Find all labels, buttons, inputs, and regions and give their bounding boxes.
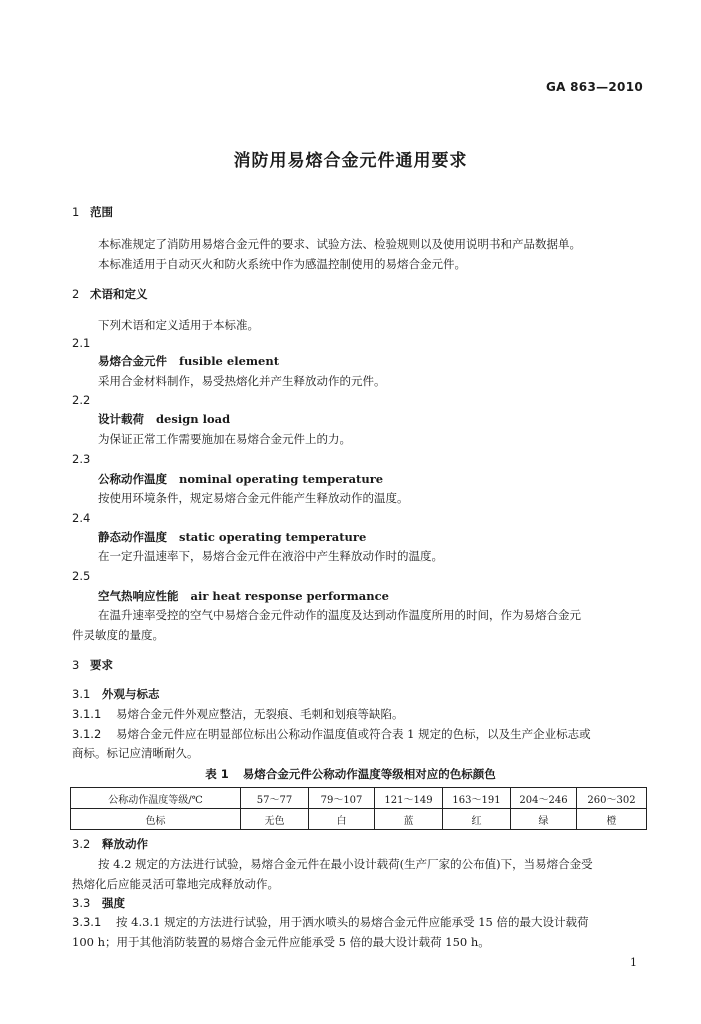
table-header-temperature-grade: 公称动作温度等级/℃ <box>71 788 241 809</box>
table-row-color <box>71 809 647 830</box>
section-3-2-heading: 释放动作 <box>102 837 148 851</box>
term-2-5-definition-line-1: 在温升速率受控的空气中易熔合金元件动作的温度及达到动作温度所用的时间，作为易熔合金元 <box>98 608 581 622</box>
section-3-1-number: 3.1 <box>72 687 91 701</box>
table-1-caption-number: 表 1 <box>205 767 229 781</box>
table-cell-temp: 260～302 <box>577 788 647 809</box>
section-1-paragraph-2: 本标准适用于自动灭火和防火系统中作为感温控制使用的易熔合金元件。 <box>98 257 466 271</box>
section-1-number: 1 <box>72 205 80 219</box>
section-3-1-heading: 外观与标志 <box>102 687 160 701</box>
term-2-3-number: 2.3 <box>72 452 91 466</box>
term-2-1-definition: 采用合金材料制作，易受热熔化并产生释放动作的元件。 <box>98 374 386 388</box>
term-2-4-title <box>98 529 366 545</box>
table-cell-color: 蓝 <box>375 809 443 830</box>
term-2-3-chinese: 公称动作温度 <box>98 472 167 486</box>
table-row-temperature <box>71 788 647 809</box>
section-3-number: 3 <box>72 658 80 672</box>
term-2-2-number: 2.2 <box>72 393 91 407</box>
table-cell-color: 无色 <box>241 809 309 830</box>
term-2-4-definition: 在一定升温速率下，易熔合金元件在液浴中产生释放动作时的温度。 <box>98 549 443 563</box>
term-2-2-english: design load <box>156 412 231 426</box>
table-cell-color: 红 <box>443 809 511 830</box>
table-cell-color: 白 <box>309 809 375 830</box>
term-2-1-chinese: 易熔合金元件 <box>98 354 167 368</box>
section-2-heading: 术语和定义 <box>90 287 148 301</box>
section-3-3-number: 3.3 <box>72 896 91 910</box>
table-cell-color: 绿 <box>511 809 577 830</box>
table-cell-temp: 163～191 <box>443 788 511 809</box>
term-2-5-number: 2.5 <box>72 569 91 583</box>
standard-code: GA 863—2010 <box>545 80 643 94</box>
term-2-3-title <box>98 471 383 487</box>
table-header-color-code: 色标 <box>71 809 241 830</box>
table-cell-temp: 79～107 <box>309 788 375 809</box>
term-2-3-english: nominal operating temperature <box>179 472 384 486</box>
clause-3-1-2-text-line-2: 商标。标记应清晰耐久。 <box>72 746 199 760</box>
section-1-paragraph-1: 本标准规定了消防用易熔合金元件的要求、试验方法、检验规则以及使用说明书和产品数据单。 <box>98 237 581 251</box>
section-3-heading: 要求 <box>90 658 113 672</box>
section-3-3-heading: 强度 <box>102 896 125 910</box>
clause-3-1-2-number: 3.1.2 <box>72 727 102 741</box>
table-cell-color: 橙 <box>577 809 647 830</box>
term-2-4-english: static operating temperature <box>179 530 367 544</box>
term-2-2-chinese: 设计载荷 <box>98 412 144 426</box>
table-1-caption <box>0 766 701 782</box>
term-2-5-chinese: 空气热响应性能 <box>98 589 179 603</box>
table-cell-temp: 57～77 <box>241 788 309 809</box>
clause-3-3-1-text-line-2: 100 h；用于其他消防装置的易熔合金元件应能承受 5 倍的最大设计载荷 150 h。 <box>72 935 490 949</box>
section-3-2-number: 3.2 <box>72 837 91 851</box>
table-cell-temp: 204～246 <box>511 788 577 809</box>
section-3-2-paragraph-line-2: 热熔化后应能灵活可靠地完成释放动作。 <box>72 877 279 891</box>
term-2-2-definition: 为保证正常工作需要施加在易熔合金元件上的力。 <box>98 432 351 446</box>
clause-3-1-1-number: 3.1.1 <box>72 707 102 721</box>
term-2-1-title <box>98 353 279 369</box>
section-2-number: 2 <box>72 287 80 301</box>
color-code-table <box>70 787 647 830</box>
term-2-4-number: 2.4 <box>72 511 91 525</box>
term-2-5-title <box>98 588 389 604</box>
term-2-1-number: 2.1 <box>72 336 91 350</box>
clause-3-3-1-text-line-1: 按 4.3.1 规定的方法进行试验，用于洒水喷头的易熔合金元件应能承受 15 倍的最大设计载荷 <box>116 915 589 929</box>
section-2-intro: 下列术语和定义适用于本标准。 <box>98 318 259 332</box>
term-2-1-english: fusible element <box>179 354 280 368</box>
clause-3-1-2-text-line-1: 易熔合金元件应在明显部位标出公称动作温度值或符合表 1 规定的色标，以及生产企业标志或 <box>116 727 591 741</box>
table-1-caption-text: 易熔合金元件公称动作温度等级相对应的色标颜色 <box>242 767 496 781</box>
page-number: 1 <box>630 956 637 969</box>
term-2-3-definition: 按使用环境条件，规定易熔合金元件能产生释放动作的温度。 <box>98 491 409 505</box>
clause-3-3-1-number: 3.3.1 <box>72 915 102 929</box>
term-2-2-title <box>98 411 230 427</box>
term-2-4-chinese: 静态动作温度 <box>98 530 167 544</box>
document-title: 消防用易熔合金元件通用要求 <box>233 151 468 171</box>
term-2-5-definition-line-2: 件灵敏度的量度。 <box>72 628 164 642</box>
term-2-5-english: air heat response performance <box>190 589 389 603</box>
table-cell-temp: 121～149 <box>375 788 443 809</box>
clause-3-1-1-text: 易熔合金元件外观应整洁，无裂痕、毛刺和划痕等缺陷。 <box>116 707 404 721</box>
section-1-heading: 范围 <box>90 205 113 219</box>
section-3-2-paragraph-line-1: 按 4.2 规定的方法进行试验，易熔合金元件在最小设计载荷(生产厂家的公布值)下，当易熔合金受 <box>98 857 593 871</box>
